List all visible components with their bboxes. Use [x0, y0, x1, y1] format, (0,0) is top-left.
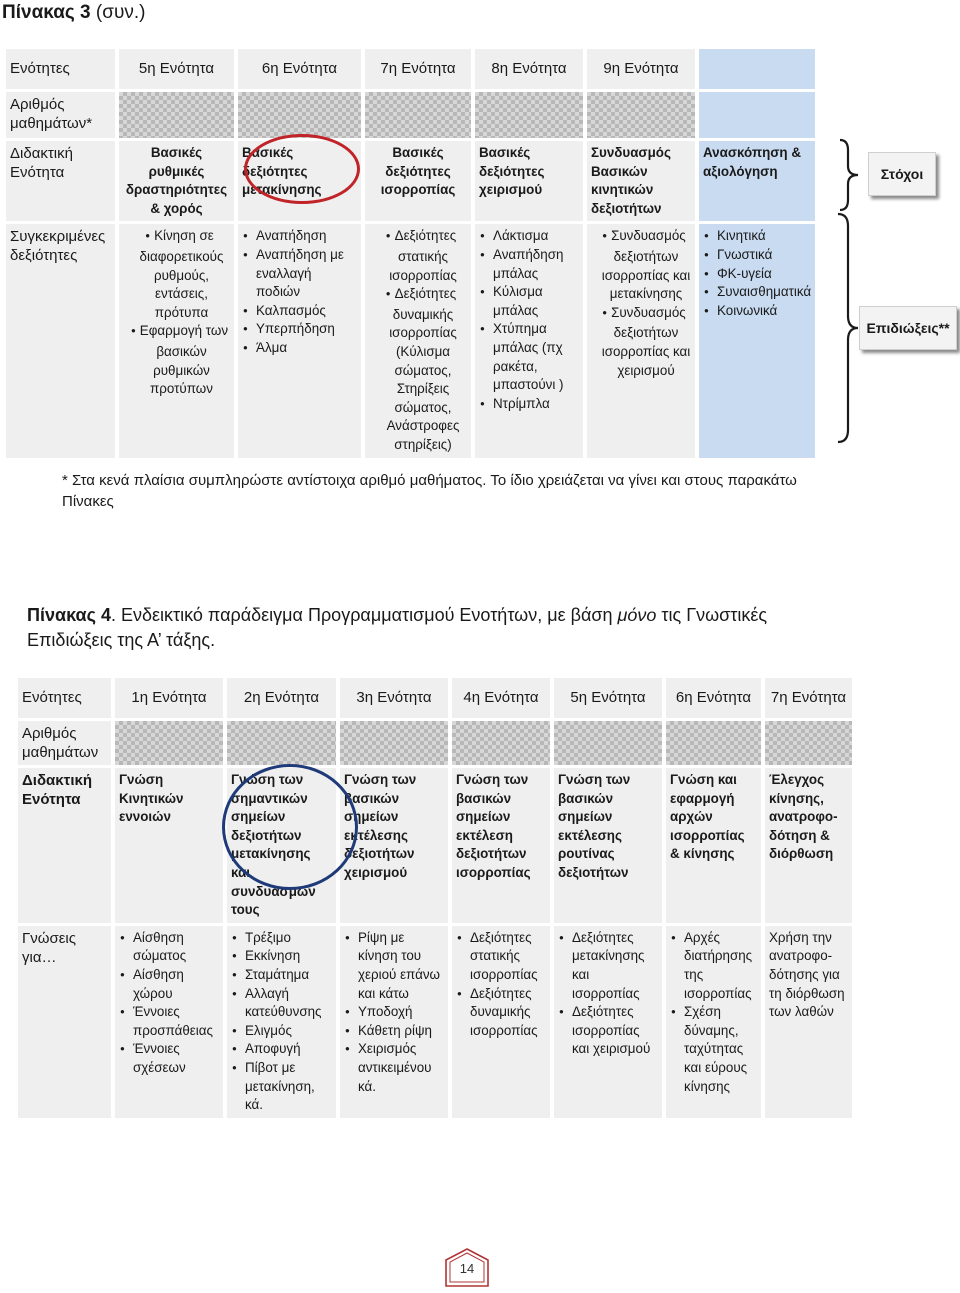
lesson-count-field[interactable] — [238, 92, 361, 138]
header-cell: Ενότητες — [6, 49, 115, 89]
lesson-count-field[interactable] — [587, 92, 695, 138]
list-item: ● Εφαρμογή των βασικών ρυθμικών προτύπων — [133, 322, 230, 398]
knowledge-list — [670, 929, 757, 1096]
list-item: ● Κίνηση σε διαφορετικούς ρυθμούς, εντάσεις, πρότυπα — [133, 227, 230, 322]
table-row — [6, 141, 815, 221]
table-row — [18, 768, 852, 923]
lesson-count-field[interactable] — [227, 721, 336, 765]
knowledge-list — [558, 929, 658, 1059]
table-4 — [14, 675, 856, 1121]
lessons-label: Αριθμός μαθημάτων — [18, 721, 111, 765]
unit-cell: Γνώση των βασικών σημείων εκτέλεσης ρουτίνας δεξιοτήτων — [554, 768, 662, 923]
highlight-circle — [244, 134, 360, 204]
table-4-caption: Πίνακας 4. Ενδεικτικό παράδειγμα Προγραμματισμού Ενοτήτων, με βάση μόνο τις Γνωστικές Επιδιώξεις της Α’ τάξης. — [27, 605, 768, 650]
list-item: ● Δεξιότητες μετακίνησης και ισορροπίας — [572, 929, 658, 1003]
header-cell: 5η Ενότητα — [119, 49, 234, 89]
lesson-count-field[interactable] — [119, 92, 234, 138]
lesson-count-field[interactable] — [475, 92, 583, 138]
skills-list — [123, 227, 230, 398]
list-item: ● Αρχές διατήρησης της ισορροπίας — [684, 929, 757, 1003]
list-item: ● ΦΚ-υγεία — [717, 265, 811, 284]
header-cell: 3η Ενότητα — [340, 678, 448, 718]
brace-icon — [838, 138, 862, 212]
footnote: * Στα κενά πλαίσια συμπληρώστε αντίστοιχα αριθμό μαθήματος. Το ίδιο χρειάζεται να γίνει και στους παρακάτω Πίνακες — [62, 472, 797, 510]
header-cell: 6η Ενότητα — [238, 49, 361, 89]
list-item: ● Αίσθηση σώματος — [133, 929, 219, 966]
table-row — [6, 49, 815, 89]
lesson-count-field[interactable] — [115, 721, 223, 765]
lesson-count-field[interactable] — [340, 721, 448, 765]
knowledge-list — [456, 929, 546, 1041]
goals-label: Στόχοι — [868, 152, 936, 196]
list-item: ● Ρίψη με κίνηση του χεριού επάνω και κάτω — [358, 929, 444, 1003]
highlight-circle — [222, 764, 358, 890]
list-item: ● Ντρίμπλα — [493, 395, 579, 414]
table-row — [18, 721, 852, 765]
list-item: ● Τρέξιμο — [245, 929, 332, 948]
lesson-count-field[interactable] — [554, 721, 662, 765]
skills-cell — [119, 224, 234, 457]
list-item: ● Δεξιότητες δυναμικής ισορροπίας — [470, 985, 546, 1041]
lesson-count-field[interactable] — [452, 721, 550, 765]
unit-label: Διδακτική Ενότητα — [6, 141, 115, 221]
list-item: ● Έννοιες προσπάθειας — [133, 1003, 219, 1040]
list-item: ● Αίσθηση χώρου — [133, 966, 219, 1003]
knowledge-cell — [666, 926, 761, 1118]
list-item: ● Έννοιες σχέσεων — [133, 1040, 219, 1077]
list-item: ● Γνωστικά — [717, 246, 811, 265]
list-item: ● Δεξιότητες δυναμικής ισορροπίας (Κύλισμα σώματος, Στηρίξεις σώματος, Ανάστροφες στηρίξεις) — [379, 285, 467, 454]
list-item: ● Άλμα — [256, 339, 357, 358]
unit-cell: Βασικές δεξιότητες ισορροπίας — [365, 141, 471, 221]
table-3 — [2, 46, 819, 461]
table-row — [6, 224, 815, 457]
skills-list — [369, 227, 467, 454]
list-item: ● Σταμάτημα — [245, 966, 332, 985]
lessons-label: Αριθμός μαθημάτων* — [6, 92, 115, 138]
list-item: ● Καλπασμός — [256, 302, 357, 321]
skills-cell — [587, 224, 695, 457]
unit-cell: Γνώση των βασικών σημείων εκτέλεσης δεξιοτήτων χειρισμού — [340, 768, 448, 923]
table-row — [18, 678, 852, 718]
knowledge-list — [344, 929, 444, 1096]
table-row — [18, 926, 852, 1118]
list-item: ● Αποφυγή — [245, 1040, 332, 1059]
skills-cell — [699, 224, 815, 457]
skills-cell — [475, 224, 583, 457]
lesson-count-field[interactable] — [365, 92, 471, 138]
list-item: ● Δεξιότητες στατικής ισορροπίας — [379, 227, 467, 285]
knowledge-cell — [227, 926, 336, 1118]
unit-cell: Έλεγχος κίνησης, ανατροφο-δότηση & διόρθωση — [765, 768, 852, 923]
skills-cell — [365, 224, 471, 457]
list-item: ● Αλλαγή κατεύθυνσης — [245, 985, 332, 1022]
skills-label: Συγκεκριμένες δεξιότητες — [6, 224, 115, 457]
header-cell: 4η Ενότητα — [452, 678, 550, 718]
brace-icon — [836, 212, 860, 444]
skills-list — [242, 227, 357, 357]
header-cell: 5η Ενότητα — [554, 678, 662, 718]
list-item: ● Σχέση δύναμης, ταχύτητας και εύρους κίνησης — [684, 1003, 757, 1096]
list-item: ● Υπερπήδηση — [256, 320, 357, 339]
unit-cell: Γνώση των σημαντικών σημείων δεξιοτήτων μετακίνησης και συνδυασμών τους — [227, 768, 336, 923]
unit-cell: Γνώση Κινητικών εννοιών — [115, 768, 223, 923]
header-cell: 1η Ενότητα — [115, 678, 223, 718]
pursuits-label: Επιδιώξεις** — [859, 306, 957, 350]
lesson-count-field[interactable] — [666, 721, 761, 765]
knowledge-cell — [340, 926, 448, 1118]
skills-cell — [238, 224, 361, 457]
unit-cell: Συνδυασμός Βασικών κινητικών δεξιοτήτων — [587, 141, 695, 221]
header-cell: 8η Ενότητα — [475, 49, 583, 89]
skills-list — [479, 227, 579, 413]
list-item: ● Υποδοχή — [358, 1003, 444, 1022]
list-item: ● Κύλισμα μπάλας — [493, 283, 579, 320]
list-item: ● Συνδυασμός δεξιοτήτων ισορροπίας και χειρισμού — [601, 304, 691, 380]
unit-cell: Ανασκόπηση & αξιολόγηση — [699, 141, 815, 221]
list-item: ● Κινητικά — [717, 227, 811, 246]
unit-cell: Γνώση και εφαρμογή αρχών ισορροπίας & κίνησης — [666, 768, 761, 923]
list-item: ● Κοινωνικά — [717, 302, 811, 321]
header-cell — [699, 49, 815, 89]
list-item: ● Δεξιότητες στατικής ισορροπίας — [470, 929, 546, 985]
list-item: ● Εκκίνηση — [245, 947, 332, 966]
knowledge-cell — [115, 926, 223, 1118]
unit-cell: Βασικές δεξιότητες μετακίνησης — [238, 141, 361, 221]
list-item: ● Λάκτισμα — [493, 227, 579, 246]
unit-label: Διδακτική Ενότητα — [18, 768, 111, 923]
lesson-count-field[interactable] — [765, 721, 852, 765]
list-item: ● Δεξιότητες ισορροπίας και χειρισμού — [572, 1003, 658, 1059]
list-item: ● Συνδυασμός δεξιοτήτων ισορροπίας και μετακίνησης — [601, 227, 691, 303]
header-cell: 7η Ενότητα — [765, 678, 852, 718]
list-item: ● Χειρισμός αντικειμένου κά. — [358, 1040, 444, 1096]
list-item: ● Κάθετη ρίψη — [358, 1022, 444, 1041]
list-item: ● Αναπήδηση — [256, 227, 357, 246]
header-cell: 6η Ενότητα — [666, 678, 761, 718]
list-item: ● Αναπήδηση με εναλλαγή ποδιών — [256, 246, 357, 302]
knowledge-cell — [554, 926, 662, 1118]
list-item: ● Ελιγμός — [245, 1022, 332, 1041]
list-item: ● Αναπήδηση μπάλας — [493, 246, 579, 283]
list-item: ● Χτύπημα μπάλας (πχ ρακέτα, μπαστούνι ) — [493, 320, 579, 394]
unit-cell: Βασικές ρυθμικές δραστηριότητες & χορός — [119, 141, 234, 221]
knowledge-label: Γνώσεις για… — [18, 926, 111, 1118]
page-number: 14 — [444, 1248, 490, 1288]
table-row — [6, 92, 815, 138]
unit-cell: Βασικές δεξιότητες χειρισμού — [475, 141, 583, 221]
header-cell: 2η Ενότητα — [227, 678, 336, 718]
unit-cell: Γνώση των βασικών σημείων εκτέλεση δεξιοτήτων ισορροπίας — [452, 768, 550, 923]
header-cell: 9η Ενότητα — [587, 49, 695, 89]
list-item: ● Συναισθηματικά — [717, 283, 811, 302]
skills-list — [591, 227, 691, 380]
knowledge-list — [231, 929, 332, 1115]
header-cell: 7η Ενότητα — [365, 49, 471, 89]
page-title: Πίνακας 3 (συν.) — [2, 2, 146, 23]
knowledge-cell — [452, 926, 550, 1118]
skills-list — [703, 227, 811, 320]
knowledge-list — [119, 929, 219, 1078]
header-cell: Ενότητες — [18, 678, 111, 718]
blank-cell — [699, 92, 815, 138]
list-item: ● Πίβοτ με μετακίνηση, κά. — [245, 1059, 332, 1115]
knowledge-cell: Χρήση την ανατροφο-δότησης για τη διόρθωση των λαθών — [765, 926, 852, 1118]
